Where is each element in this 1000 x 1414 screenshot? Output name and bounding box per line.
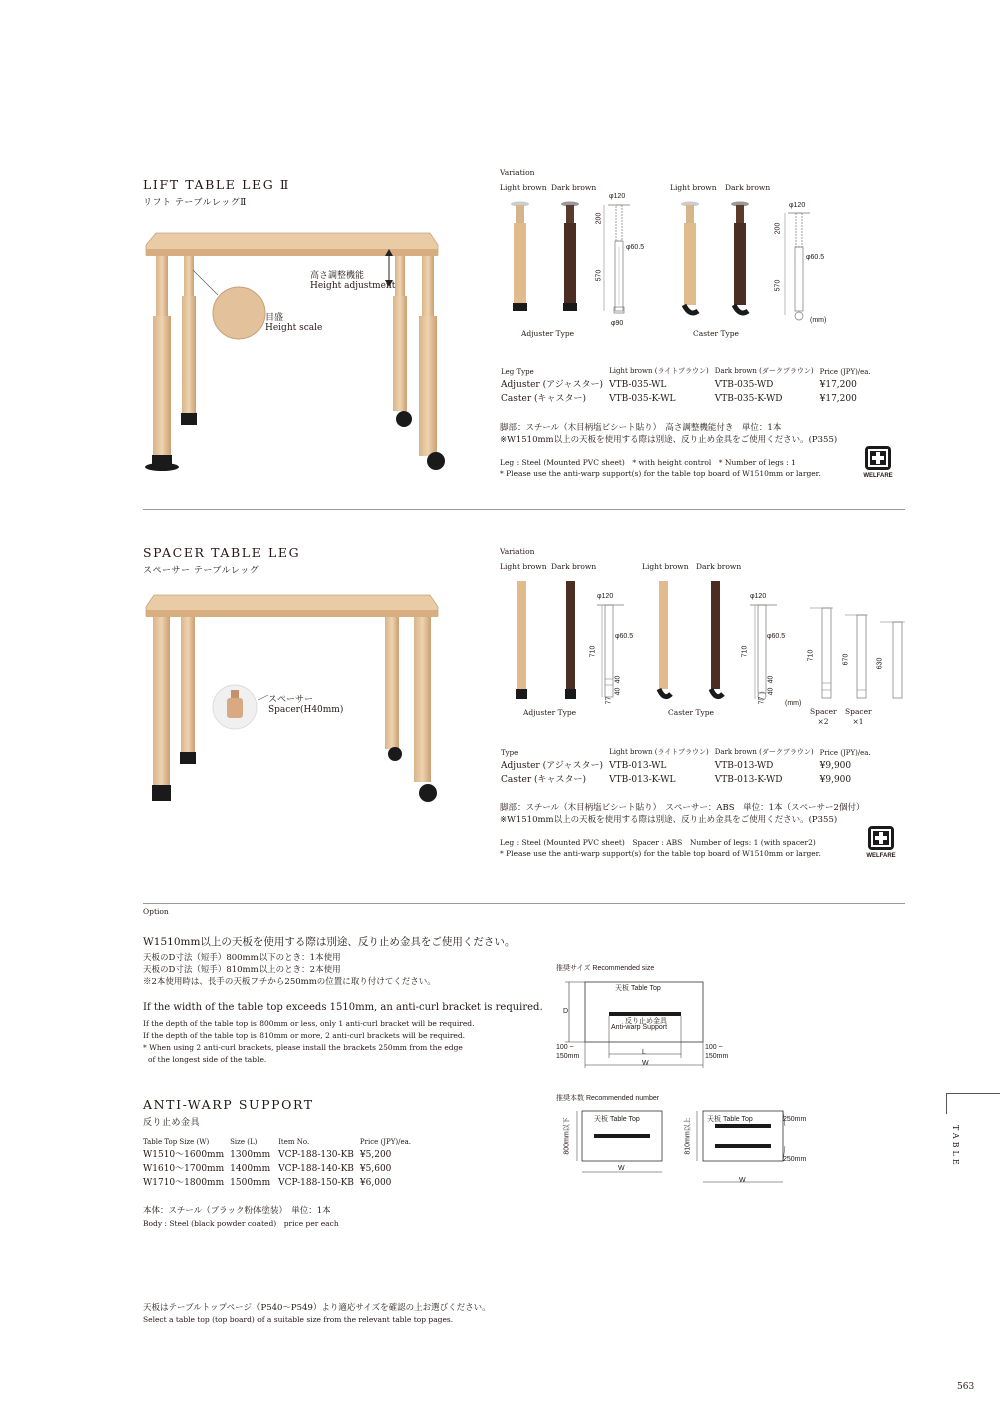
lift-welfare-badge [863, 445, 893, 479]
lift-color-dark-2: Dark brown [725, 183, 771, 192]
diagram2-dim-250-top: 250mm [783, 1116, 807, 1123]
lift-dim-d120-a: φ120 [609, 193, 626, 200]
lift-table-illustration [138, 225, 458, 480]
diagram1-d: D [563, 1008, 569, 1015]
diagram1-left-dim [556, 1043, 579, 1061]
spacer-dim-40-b: 40 [614, 687, 622, 696]
spacer-dim-d605-a: φ60.5 [615, 633, 634, 640]
anti-cell: VCP-188-130-KB [278, 1150, 354, 1160]
table-row [501, 758, 877, 772]
spacer-cell: VTB-013-K-WL [609, 775, 676, 785]
spacer-dim-40-c: 40 [767, 675, 775, 684]
diagram1-support-en: Anti-warp Support [611, 1024, 668, 1031]
welfare-icon [864, 445, 892, 471]
spacer-dim-h710-a: 710 [589, 645, 597, 658]
lift-color-dark-1: Dark brown [551, 183, 597, 192]
lift-cell: Caster (キャスター) [501, 394, 586, 404]
lift-cell: ¥17,200 [819, 380, 857, 390]
spacer-cell: VTB-013-WD [714, 761, 774, 771]
spacer-callout-ja: スペーサー [268, 695, 314, 705]
lift-dim-h200-a: 200 [595, 212, 603, 225]
lift-note-ja-1: 脚部：スチール（木目柄塩ビシート貼り） 高さ調整機能付き 単位：1本 [500, 423, 782, 433]
lift-cell: VTB-035-WD [714, 380, 774, 390]
spacer-th-1: Light brown (ライトブラウン) [609, 748, 709, 756]
side-tab-frame [946, 1093, 1000, 1114]
lift-th-2: Dark brown (ダークブラウン) [714, 367, 814, 375]
spacer-dim-d605-b: φ60.5 [767, 633, 786, 640]
table-row [143, 1161, 417, 1175]
anti-th-3: Price (JPY)/ea. [359, 1138, 412, 1146]
lift-cell: ¥17,200 [819, 394, 857, 404]
spacer-x2-label [810, 707, 836, 727]
anti-note-en: Body : Steel (black powder coated) price per each [143, 1219, 339, 1228]
lift-dim-h570-a: 570 [595, 269, 603, 282]
option-ja-heading: W1510mm以上の天板を使用する際は別途、反り止め金具をご使用ください。 [143, 936, 516, 948]
spacer-note-en-2: * Please use the anti-warp support(s) for the table top board of W1510mm or larger. [500, 849, 821, 858]
spacer-spec-table [501, 747, 877, 786]
lift-welfare-label: WELFARE [863, 473, 893, 479]
lift-cell: VTB-035-K-WL [609, 394, 676, 404]
spacer-dim-40-d: 40 [767, 687, 775, 696]
spacer-welfare-label: WELFARE [866, 853, 896, 859]
spacer-dim-77: 77 [605, 696, 613, 705]
height-scale-en: Height scale [265, 323, 323, 333]
option-ja-1: 天板のD寸法（短手）800mm以下のとき：1本使用 [143, 953, 341, 963]
spacer-adjuster-type: Adjuster Type [523, 708, 577, 717]
diagram1-w: W [642, 1060, 649, 1067]
height-scale-ja: 目盛 [265, 313, 284, 323]
spacer-cell: ¥9,900 [819, 775, 852, 785]
table-row [143, 1175, 417, 1189]
option-en-3: * When using 2 anti-curl brackets, please install the brackets 250mm from the edge [143, 1043, 463, 1052]
footer-en: Select a table top (top board) of a suitable size from the relevant table top pages. [143, 1315, 454, 1324]
diagram2-w-1: W [618, 1165, 625, 1172]
spacer-cell: ¥9,900 [819, 761, 852, 771]
lift-dim-h200-b: 200 [774, 222, 782, 235]
table-row [501, 377, 877, 391]
spacer-note-ja-2: ※W1510mm以上の天板を使用する際は別途、反り止め金具をご使用ください。(P355) [500, 815, 838, 825]
diagram2-left-side: 800mm以下 [563, 1117, 571, 1155]
option-ja-2: 天板のD寸法（短手）810mm以上のとき：2本使用 [143, 965, 341, 975]
spacer-cell: Adjuster (アジャスター) [501, 761, 604, 771]
lift-dim-d605-a: φ60.5 [626, 244, 645, 251]
spacer-th-0: Type [501, 749, 519, 757]
spacer-cell: Caster (キャスター) [501, 775, 586, 785]
spacer-note-en-1: Leg : Steel (Mounted PVC sheet) Spacer : ABS Number of legs: 1 (with spacer2) [500, 838, 816, 847]
spacer-color-dark-2: Dark brown [696, 562, 742, 571]
lift-color-light-1: Light brown [500, 183, 547, 192]
diagram1-left-dim-2: 150mm [556, 1053, 580, 1060]
spacer-dim-d120-a: φ120 [597, 593, 614, 600]
spacer-x2-count: ×2 [817, 717, 829, 726]
anti-cell: VCP-188-140-KB [278, 1164, 354, 1174]
lift-dim-mm: (mm) [810, 317, 827, 324]
lift-title: LIFT TABLE LEG Ⅱ [143, 177, 290, 192]
anti-cell: VCP-188-150-KB [278, 1178, 354, 1188]
lift-variation-label: Variation [500, 168, 535, 177]
anti-cell: W1710〜1800mm [143, 1178, 225, 1188]
anti-note-ja: 本体：スチール（ブラック粉体塗装） 単位：1本 [143, 1206, 331, 1216]
divider-2 [143, 903, 905, 904]
spacer-welfare-badge [866, 825, 896, 859]
table-row [501, 391, 877, 405]
spacer-color-dark-1: Dark brown [551, 562, 597, 571]
diagram1-support-ja: 反り止め金具 [625, 1018, 667, 1025]
page-number: 563 [957, 1382, 975, 1392]
spacer-variation-drawings [500, 575, 910, 710]
lift-subtitle: リフト テーブルレッグⅡ [143, 198, 247, 208]
lift-cell: VTB-035-K-WD [714, 394, 783, 404]
diagram2-right-side: 810mm以上 [684, 1117, 692, 1155]
spacer-cell: VTB-013-WL [609, 761, 667, 771]
option-ja-3: ※2本使用時は、長手の天板フチから250mmの位置に取り付けてください。 [143, 977, 436, 987]
option-en-heading: If the width of the table top exceeds 1510mm, an anti-curl bracket is required. [143, 1002, 543, 1013]
lift-variation-drawings [500, 195, 840, 330]
anti-cell: W1510〜1600mm [143, 1150, 225, 1160]
diagram2-top-label-2: 天板 Table Top [707, 1116, 753, 1123]
table-row [143, 1147, 417, 1161]
spacer-dim-710-c: 710 [807, 649, 815, 662]
spacer-x1-label [845, 707, 871, 727]
spacer-color-light-2: Light brown [642, 562, 689, 571]
diagram1-top-label: 天板 Table Top [615, 985, 661, 992]
anti-spec-table [143, 1138, 417, 1189]
spacer-dim-630: 630 [876, 657, 884, 670]
footer-ja: 天板はテーブルトップページ（P540〜P549）より適応サイズを確認の上お選びください。 [143, 1303, 491, 1313]
spacer-dim-h710-b: 710 [741, 645, 749, 658]
spacer-dim-mm: (mm) [785, 700, 802, 707]
lift-caster-type: Caster Type [693, 329, 739, 338]
anti-cell: ¥5,600 [359, 1164, 392, 1174]
diagram1-right-dim-1: 100 ~ [705, 1044, 723, 1051]
spacer-dim-670: 670 [842, 653, 850, 666]
option-en-4: of the longest side of the table. [148, 1055, 267, 1064]
anti-cell: 1300mm [230, 1150, 271, 1160]
spacer-th-3: Price (JPY)/ea. [819, 749, 871, 757]
spacer-variation-label: Variation [500, 547, 535, 556]
anti-th-0: Table Top Size (W) [143, 1138, 210, 1146]
diagram2-dim-250-bottom: 250mm [783, 1156, 807, 1163]
anti-title: ANTI-WARP SUPPORT [143, 1097, 314, 1112]
spacer-x2-text: Spacer [810, 707, 837, 716]
anti-cell: W1610〜1700mm [143, 1164, 225, 1174]
anti-th-1: Size (L) [230, 1138, 258, 1146]
spacer-caster-type: Caster Type [668, 708, 714, 717]
welfare-icon [867, 825, 895, 851]
lift-dim-d90: φ90 [611, 320, 624, 327]
spacer-color-light-1: Light brown [500, 562, 547, 571]
diagram1-l: L [642, 1049, 646, 1056]
spacer-subtitle: スペーサー テーブルレッグ [143, 566, 260, 576]
anti-cell: 1400mm [230, 1164, 271, 1174]
spacer-callout-en: Spacer(H40mm) [268, 705, 344, 715]
option-en-2: If the depth of the table top is 810mm or more, 2 anti-curl brackets will be required. [143, 1031, 466, 1040]
height-adjust-ja: 高さ調整機能 [310, 271, 365, 281]
side-tab-label: TABLE [951, 1125, 960, 1168]
anti-cell: ¥6,000 [359, 1178, 392, 1188]
diagram1-title: 推奨サイズ Recommended size [556, 965, 655, 972]
anti-cell: ¥5,200 [359, 1150, 392, 1160]
lift-cell: Adjuster (アジャスター) [501, 380, 604, 390]
lift-spec-table [501, 366, 877, 405]
spacer-x1-count: ×1 [852, 717, 864, 726]
diagram2-top-label-1: 天板 Table Top [594, 1116, 640, 1123]
table-row [501, 772, 877, 786]
spacer-dim-77-b: 77 [758, 696, 766, 705]
diagram1-right-dim-2: 150mm [705, 1053, 729, 1060]
spacer-dim-40-a: 40 [614, 675, 622, 684]
lift-note-en-2: * Please use the anti-warp support(s) for the table top board of W1510mm or larger. [500, 469, 821, 478]
anti-subtitle: 反り止め金具 [143, 1118, 201, 1128]
diagram2-title: 推奨本数 Recommended number [556, 1095, 660, 1102]
lift-th-3: Price (JPY)/ea. [819, 368, 871, 376]
diagram1-right-dim [705, 1043, 728, 1061]
lift-cell: VTB-035-WL [609, 380, 667, 390]
option-label: Option [143, 907, 169, 916]
spacer-x1-text: Spacer [845, 707, 872, 716]
spacer-title: SPACER TABLE LEG [143, 545, 301, 560]
diagram1-left-dim-1: 100 ~ [556, 1044, 574, 1051]
spacer-dim-d120-b: φ120 [750, 593, 767, 600]
divider-1 [143, 509, 905, 510]
lift-dim-d605-b: φ60.5 [806, 254, 825, 261]
lift-adjuster-type: Adjuster Type [521, 329, 575, 338]
lift-th-1: Light brown (ライトブラウン) [609, 367, 709, 375]
spacer-th-2: Dark brown (ダークブラウン) [714, 748, 814, 756]
lift-color-light-2: Light brown [670, 183, 717, 192]
anti-th-2: Item No. [278, 1138, 310, 1146]
spacer-note-ja-1: 脚部：スチール（木目柄塩ビシート貼り） スペーサー：ABS 単位：1本（スペーサー2個付） [500, 803, 865, 813]
diagram2-w-2: W [739, 1177, 746, 1184]
lift-note-en-1: Leg : Steel (Mounted PVC sheet) * with height control * Number of legs : 1 [500, 458, 796, 467]
spacer-cell: VTB-013-K-WD [714, 775, 783, 785]
lift-note-ja-2: ※W1510mm以上の天板を使用する際は別途、反り止め金具をご使用ください。(P355) [500, 435, 838, 445]
lift-dim-d120-b: φ120 [789, 202, 806, 209]
lift-dim-h570-b: 570 [774, 279, 782, 292]
option-en-1: If the depth of the table top is 800mm or less, only 1 anti-curl bracket will be required. [143, 1019, 475, 1028]
lift-th-0: Leg Type [501, 368, 534, 376]
anti-cell: 1500mm [230, 1178, 271, 1188]
height-adjust-en: Height adjustment [310, 281, 396, 291]
